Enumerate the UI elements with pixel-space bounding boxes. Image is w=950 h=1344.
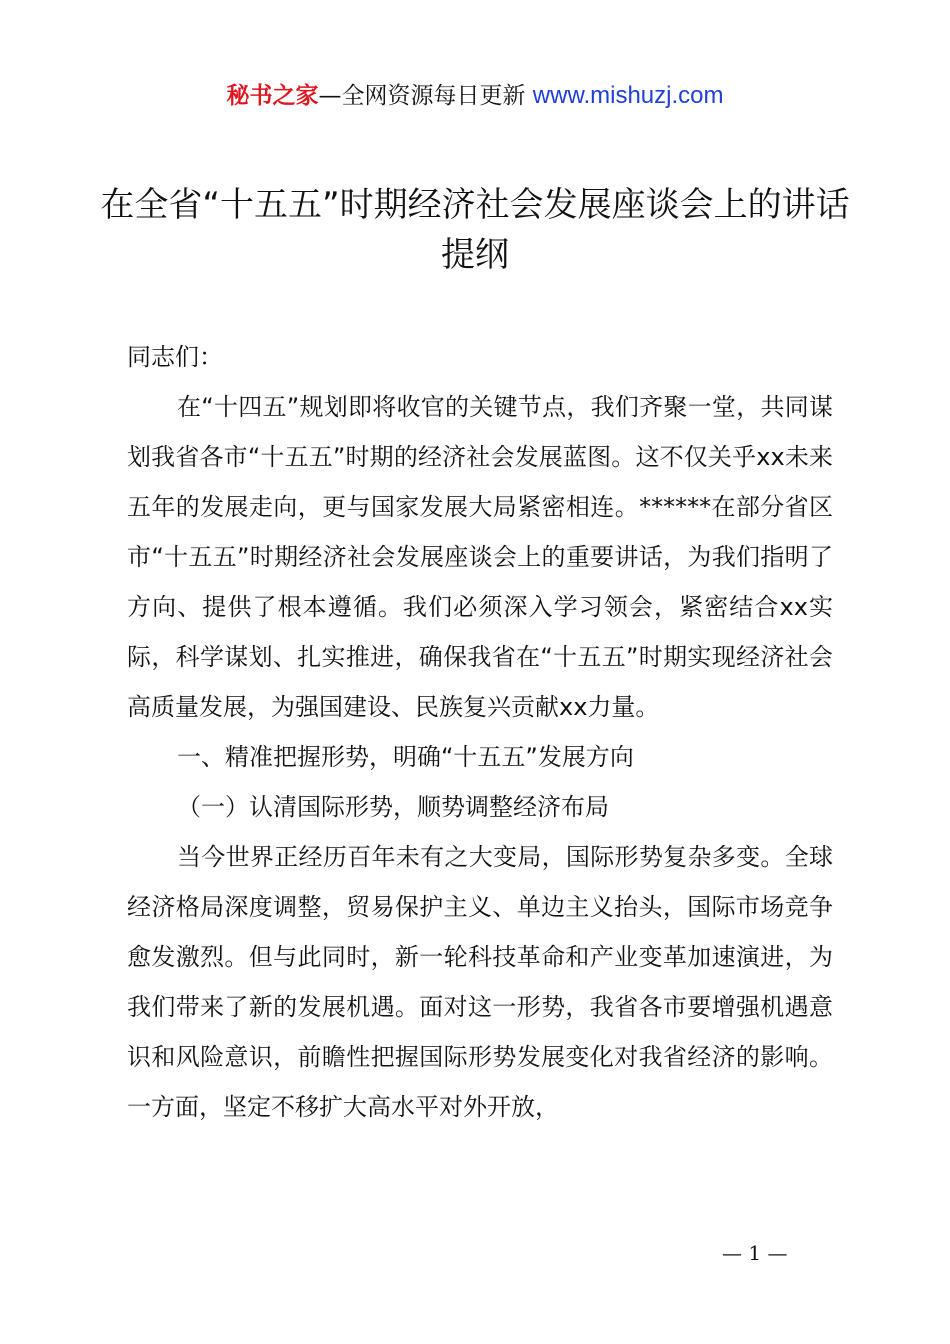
- paragraph-international-situation: 当今世界正经历百年未有之大变局，国际形势复杂多变。全球经济格局深度调整，贸易保护主义、单边主义抬头，国际市场竞争愈发激烈。但与此同时，新一轮科技革命和产业变革加速演进，为我们带来了新的发展机遇。面对这一形势，我省各市要增强机遇意识和风险意识，前瞻性把握国际形势发展变化对我省经济的影响。一方面，坚定不移扩大高水平对外开放，: [127, 843, 833, 1121]
- section-heading-1: 一、精准把握形势，明确“十五五”发展方向: [177, 743, 634, 771]
- site-banner: [0, 80, 950, 112]
- site-url-link[interactable]: www.mishuzj.com: [532, 82, 724, 109]
- site-brand-name: 秘书之家: [226, 83, 319, 109]
- site-slogan: —全网资源每日更新: [318, 83, 533, 109]
- document-title: 在全省“十五五”时期经济社会发展座谈会上的讲话提纲: [100, 185, 850, 275]
- salutation: 同志们：: [127, 343, 223, 371]
- document-body: [127, 332, 833, 1132]
- page-number: — 1 —: [722, 1241, 788, 1265]
- paragraph-intro: 在“十四五”规划即将收官的关键节点，我们齐聚一堂，共同谋划我省各市“十五五”时期的经济社会发展蓝图。这不仅关乎xx未来五年的发展走向，更与国家发展大局紧密相连。******在部分省区市“十五五”时期经济社会发展座谈会上的重要讲话，为我们指明了方向、提供了根本遵循。我们必须深入学习领会，紧密结合xx实际，科学谋划、扎实推进，确保我省在“十五五”时期实现经济社会高质量发展，为强国建设、民族复兴贡献xx力量。: [127, 393, 833, 721]
- subsection-heading-1-1: （一）认清国际形势，顺势调整经济布局: [177, 793, 609, 821]
